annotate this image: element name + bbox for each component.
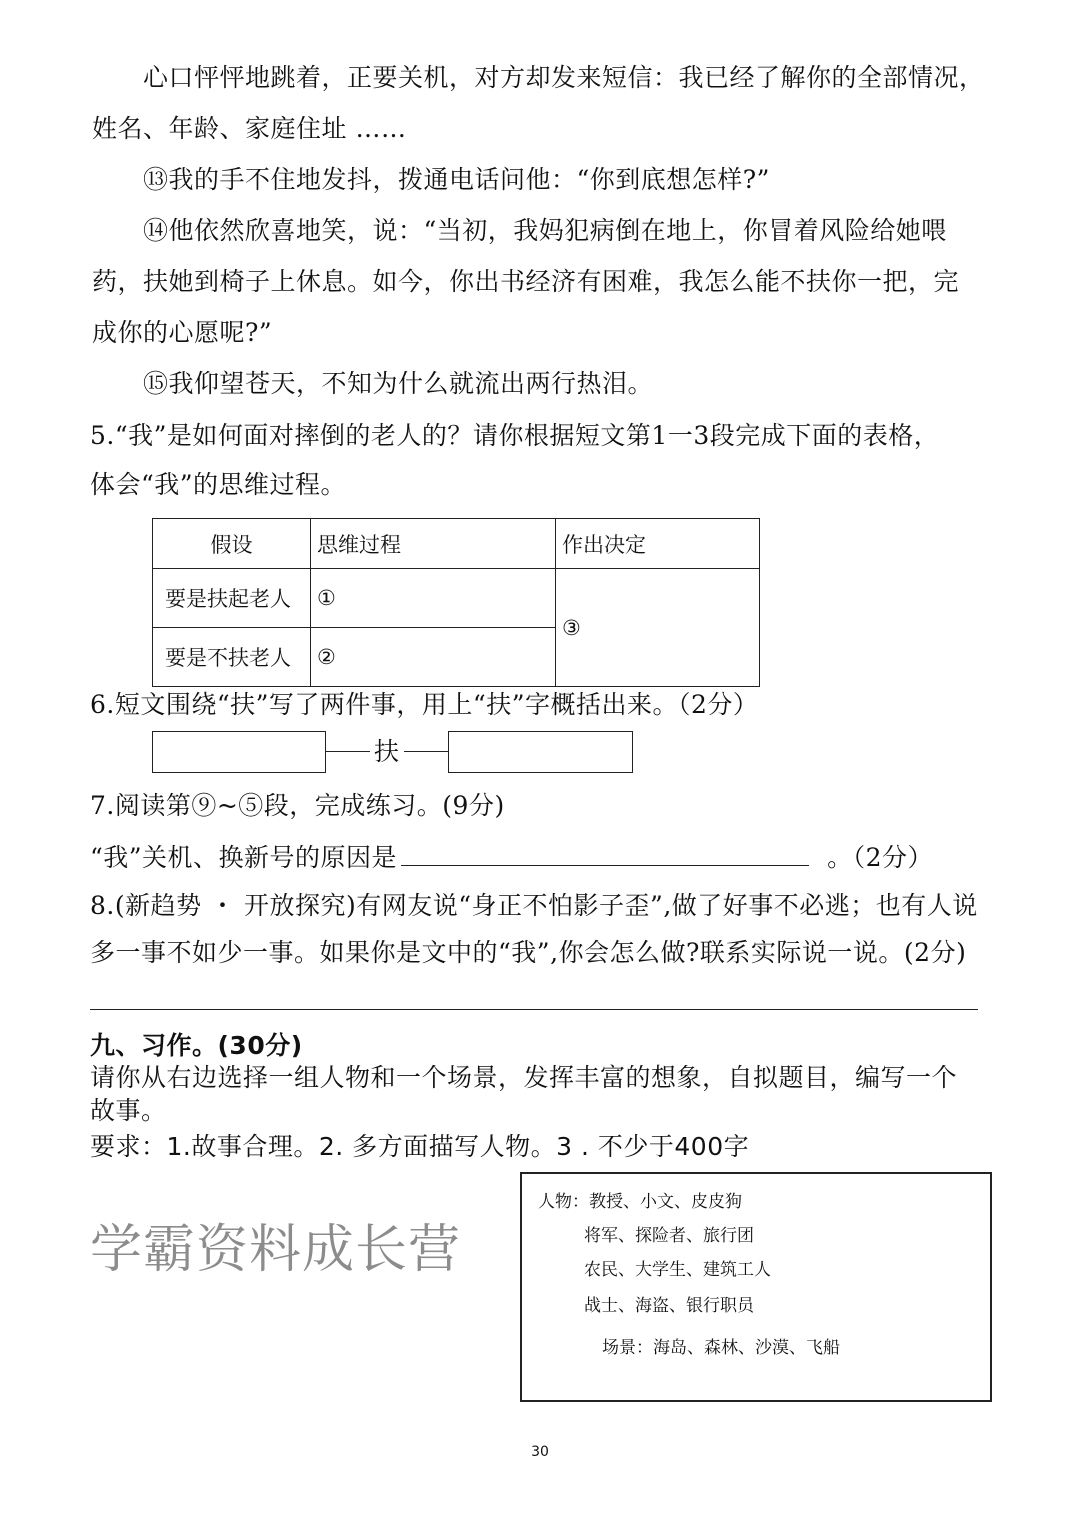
passage-p13: ⑬我的手不住地发抖，拨通电话问他：“你到底想怎样?” (143, 165, 770, 194)
passage-p12-line2: 姓名、年龄、家庭住址 …… (92, 114, 407, 143)
q6-text: 6.短文围绕“扶”写了两件事，用上“扶”字概括出来。（2分） (90, 690, 759, 719)
option-people-1: 人物：教授、小文、皮皮狗 (538, 1192, 742, 1212)
q5-line2: 体会“我”的思维过程。 (90, 470, 347, 499)
q8-line1: 8.(新趋势 ・ 开放探究)有网友说“身正不怕影子歪”,做了好事不必逃；也有人说 (90, 891, 978, 920)
q6-connector-right (404, 751, 448, 752)
section9-requirements: 要求：1.故事合理。2. 多方面描写人物。3 . 不少于400字 (90, 1132, 750, 1161)
q7-suffix: 。（2分） (827, 843, 933, 872)
passage-p14-line2: 药，扶她到椅子上休息。如今，你出书经济有困难，我怎么能不扶你一把，完 (92, 267, 960, 296)
row2-mark: ② (317, 645, 336, 669)
watermark-text: 学霸资料成长营 (90, 1220, 462, 1280)
decision-answer-cell[interactable] (556, 569, 760, 687)
row1-mark: ① (317, 586, 336, 610)
q7-text: 7.阅读第⑨~⑤段，完成练习。(9分) (90, 791, 505, 820)
section9-line2: 故事。 (90, 1096, 167, 1125)
q7-prompt-line (90, 841, 933, 873)
passage-p14-line1: ⑭他依然欣喜地笑，说：“当初，我妈犯病倒在地上，你冒着风险给她喂 (143, 216, 947, 245)
row1-label: 要是扶起老人 (153, 569, 311, 628)
option-people-3: 农民、大学生、建筑工人 (584, 1260, 771, 1280)
q5-line1: 5.“我”是如何面对摔倒的老人的？请你根据短文第1一3段完成下面的表格， (90, 421, 940, 450)
q8-answer-line[interactable] (90, 1009, 978, 1010)
header-thinking-process: 思维过程 (311, 519, 556, 569)
q7-answer-blank[interactable] (401, 841, 809, 866)
section9-line1: 请你从右边选择一组人物和一个场景，发挥丰富的想象，自拟题目，编写一个 (90, 1063, 958, 1092)
row2-label: 要是不扶老人 (153, 628, 311, 687)
option-scenes: 场景：海岛、森林、沙漠、飞船 (602, 1338, 840, 1358)
section9-title: 九、习作。(30分) (90, 1031, 303, 1060)
q6-answer-box-right[interactable] (448, 731, 633, 773)
page-number: 30 (531, 1444, 549, 1460)
passage-p12-line1: 心口怦怦地跳着，正要关机，对方却发来短信：我已经了解你的全部情况， (143, 63, 985, 92)
row2-answer-cell[interactable] (311, 628, 556, 687)
thinking-process-table (152, 518, 760, 687)
option-people-2: 将军、探险者、旅行团 (584, 1226, 754, 1246)
row1-answer-cell[interactable] (311, 569, 556, 628)
q6-center-char: 扶 (374, 737, 400, 766)
header-decision: 作出决定 (556, 519, 760, 569)
q6-answer-box-left[interactable] (152, 731, 326, 773)
options-box (520, 1172, 992, 1402)
passage-p14-line3: 成你的心愿呢?” (92, 318, 273, 347)
passage-p15: ⑮我仰望苍天，不知为什么就流出两行热泪。 (143, 369, 654, 398)
q8-line2: 多一事不如少一事。如果你是文中的“我”,你会怎么做?联系实际说一说。(2分) (90, 938, 967, 967)
decision-mark: ③ (562, 615, 581, 640)
header-assumption: 假设 (153, 519, 311, 569)
q7-prompt: “我”关机、换新号的原因是 (90, 843, 398, 872)
q6-connector-left (326, 751, 370, 752)
option-people-4: 战士、海盗、银行职员 (584, 1296, 754, 1316)
